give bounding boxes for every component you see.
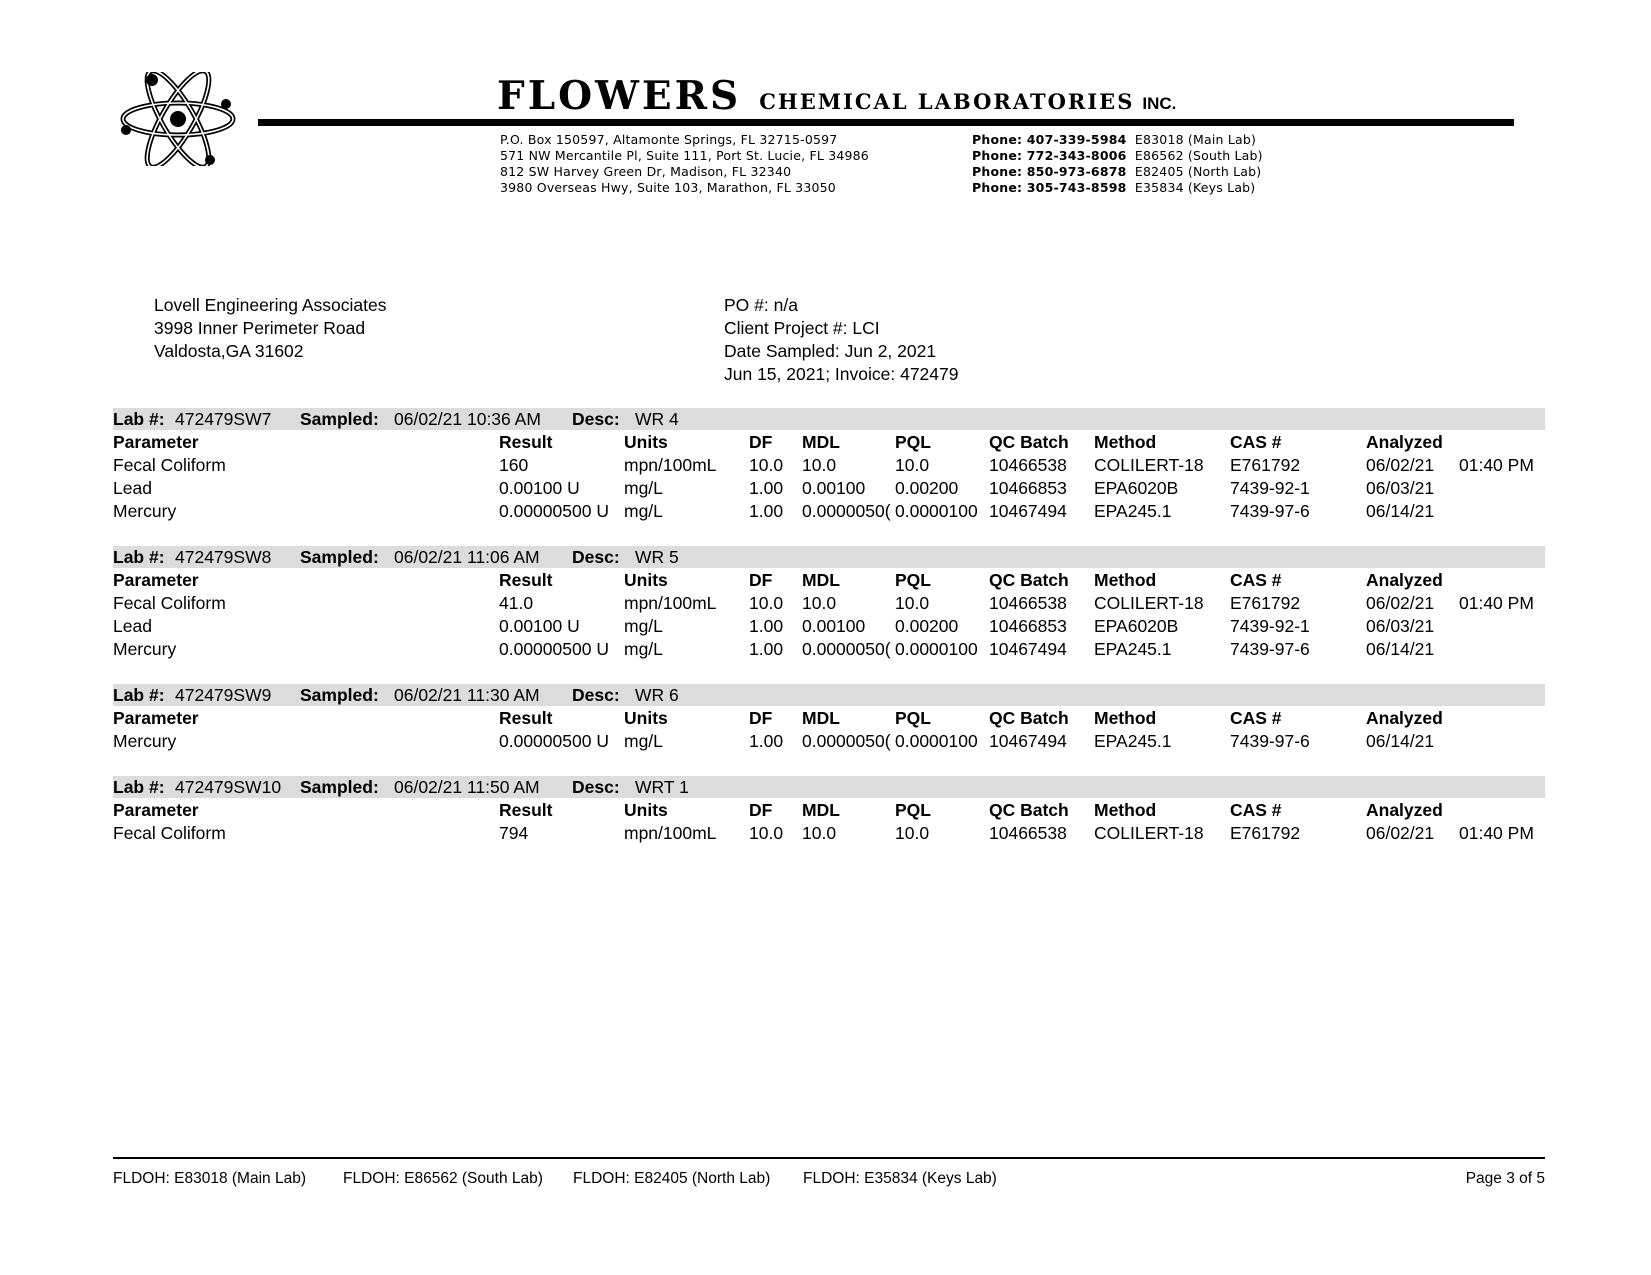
col-cas: CAS # <box>1230 570 1282 590</box>
col-cas: CAS # <box>1230 800 1282 820</box>
df-cell: 10.0 <box>749 455 784 475</box>
units-cell: mpn/100mL <box>624 455 717 475</box>
header-rule <box>258 119 1514 126</box>
analyzed-date-cell: 06/14/21 <box>1366 501 1435 521</box>
desc-label: Desc: <box>572 685 620 705</box>
date-sampled: Date Sampled: Jun 2, 2021 <box>724 341 937 361</box>
result-cell: 0.00000500 U <box>499 501 609 521</box>
method-cell: EPA6020B <box>1094 478 1179 498</box>
project-info-block <box>724 294 959 386</box>
lab-label: Lab #: <box>113 409 165 429</box>
col-df: DF <box>749 432 773 452</box>
footer-rule <box>113 1157 1545 1159</box>
pql-cell: 0.0000100 <box>895 731 978 751</box>
parameter-cell: Mercury <box>113 731 177 751</box>
table-row <box>113 614 1545 637</box>
sample-header-bar <box>113 776 1545 798</box>
col-result: Result <box>499 432 553 452</box>
analyzed-date-cell: 06/14/21 <box>1366 731 1435 751</box>
sampled-value: 06/02/21 11:30 AM <box>394 685 540 705</box>
phone-lab: E86562 (South Lab) <box>1134 148 1263 163</box>
method-cell: EPA6020B <box>1094 616 1179 636</box>
analyzed-time-cell: 01:40 PM <box>1459 455 1534 475</box>
table-row <box>113 729 1545 752</box>
sampled-value: 06/02/21 11:50 AM <box>394 777 540 797</box>
method-cell: COLILERT-18 <box>1094 593 1204 613</box>
analyzed-date-cell: 06/02/21 <box>1366 593 1435 613</box>
df-cell: 1.00 <box>749 478 784 498</box>
analyzed-time-cell: 01:40 PM <box>1459 593 1534 613</box>
mdl-cell: 0.0000050( <box>802 731 891 751</box>
result-cell: 41.0 <box>499 593 534 613</box>
analyzed-date-cell: 06/03/21 <box>1366 616 1435 636</box>
qc-batch-cell: 10466853 <box>989 616 1067 636</box>
cas-cell: E761792 <box>1230 455 1301 475</box>
pql-cell: 10.0 <box>895 455 930 475</box>
sampled-label: Sampled: <box>300 547 379 567</box>
table-row <box>113 499 1545 522</box>
phone-line <box>972 164 1263 180</box>
qc-batch-cell: 10466853 <box>989 478 1067 498</box>
phone-number: Phone: 850-973-6878 <box>972 164 1127 179</box>
cas-cell: 7439-92-1 <box>1230 478 1310 498</box>
footer-north-lab: FLDOH: E82405 (North Lab) <box>573 1170 771 1187</box>
qc-batch-cell: 10467494 <box>989 639 1067 659</box>
analyzed-date-cell: 06/14/21 <box>1366 639 1435 659</box>
parameter-cell: Lead <box>113 616 152 636</box>
qc-batch-cell: 10466538 <box>989 455 1067 475</box>
units-cell: mg/L <box>624 501 663 521</box>
df-cell: 1.00 <box>749 639 784 659</box>
footer-south-lab: FLDOH: E86562 (South Lab) <box>343 1170 543 1187</box>
desc-value: WRT 1 <box>635 777 689 797</box>
sampled-value: 06/02/21 10:36 AM <box>394 409 541 429</box>
col-mdl: MDL <box>802 708 840 728</box>
pql-cell: 10.0 <box>895 593 930 613</box>
df-cell: 1.00 <box>749 731 784 751</box>
col-analyzed: Analyzed <box>1366 570 1443 590</box>
pql-cell: 0.00200 <box>895 616 959 636</box>
parameter-cell: Mercury <box>113 639 177 659</box>
phone-number: Phone: 305-743-8598 <box>972 180 1127 195</box>
footer-keys-lab: FLDOH: E35834 (Keys Lab) <box>803 1170 997 1187</box>
col-method: Method <box>1094 800 1157 820</box>
lab-number: 472479SW10 <box>175 777 282 797</box>
df-cell: 1.00 <box>749 501 784 521</box>
mdl-cell: 0.0000050( <box>802 639 891 659</box>
lab-phones <box>972 132 1263 196</box>
result-cell: 0.00000500 U <box>499 731 609 751</box>
sample-header-bar <box>113 684 1545 706</box>
col-qc-batch: QC Batch <box>989 570 1069 590</box>
lab-label: Lab #: <box>113 777 165 797</box>
col-units: Units <box>624 800 668 820</box>
parameter-cell: Lead <box>113 478 152 498</box>
col-mdl: MDL <box>802 432 840 452</box>
desc-label: Desc: <box>572 409 620 429</box>
footer-main-lab: FLDOH: E83018 (Main Lab) <box>113 1170 306 1187</box>
col-cas: CAS # <box>1230 708 1282 728</box>
phone-lab: E83018 (Main Lab) <box>1134 132 1257 147</box>
phone-line <box>972 148 1263 164</box>
col-pql: PQL <box>895 800 931 820</box>
lab-label: Lab #: <box>113 685 165 705</box>
desc-label: Desc: <box>572 777 620 797</box>
sample-block <box>113 408 1545 522</box>
address-line: 3980 Overseas Hwy, Suite 103, Marathon, FL 33050 <box>500 180 836 195</box>
col-result: Result <box>499 800 553 820</box>
col-df: DF <box>749 570 773 590</box>
phone-line <box>972 132 1263 148</box>
desc-value: WR 5 <box>635 547 679 567</box>
units-cell: mg/L <box>624 478 663 498</box>
parameter-cell: Fecal Coliform <box>113 823 226 843</box>
col-qc-batch: QC Batch <box>989 708 1069 728</box>
col-analyzed: Analyzed <box>1366 432 1443 452</box>
result-cell: 160 <box>499 455 529 475</box>
brand-subtitle: CHEMICAL LABORATORIES <box>759 89 1135 114</box>
table-row <box>113 476 1545 499</box>
phone-lab: E35834 (Keys Lab) <box>1134 180 1256 195</box>
units-cell: mpn/100mL <box>624 593 717 613</box>
result-cell: 0.00000500 U <box>499 639 609 659</box>
sampled-label: Sampled: <box>300 685 379 705</box>
sample-block <box>113 776 1545 844</box>
table-row <box>113 591 1545 614</box>
col-units: Units <box>624 432 668 452</box>
address-line: 571 NW Mercantile Pl, Suite 111, Port St. Lucie, FL 34986 <box>500 148 869 163</box>
pql-cell: 0.0000100 <box>895 639 978 659</box>
cas-cell: E761792 <box>1230 593 1301 613</box>
phone-number: Phone: 407-339-5984 <box>972 132 1127 147</box>
table-row <box>113 637 1545 660</box>
parameter-cell: Fecal Coliform <box>113 593 226 613</box>
pql-cell: 0.00200 <box>895 478 959 498</box>
col-df: DF <box>749 800 773 820</box>
brand-inc: INC. <box>1142 94 1177 113</box>
pql-cell: 10.0 <box>895 823 930 843</box>
col-analyzed: Analyzed <box>1366 800 1443 820</box>
qc-batch-cell: 10466538 <box>989 593 1067 613</box>
client-project: Client Project #: LCI <box>724 318 880 338</box>
col-cas: CAS # <box>1230 432 1282 452</box>
sample-block <box>113 546 1545 660</box>
mdl-cell: 0.00100 <box>802 478 866 498</box>
lab-brand-title <box>497 73 1177 119</box>
mdl-cell: 0.0000050( <box>802 501 891 521</box>
col-qc-batch: QC Batch <box>989 432 1069 452</box>
desc-label: Desc: <box>572 547 620 567</box>
col-result: Result <box>499 708 553 728</box>
units-cell: mg/L <box>624 639 663 659</box>
col-units: Units <box>624 570 668 590</box>
cas-cell: E761792 <box>1230 823 1301 843</box>
col-qc-batch: QC Batch <box>989 800 1069 820</box>
method-cell: COLILERT-18 <box>1094 823 1204 843</box>
method-cell: EPA245.1 <box>1094 501 1172 521</box>
method-cell: EPA245.1 <box>1094 639 1172 659</box>
phone-lab: E82405 (North Lab) <box>1134 164 1262 179</box>
lab-addresses <box>500 132 869 196</box>
analyzed-date-cell: 06/03/21 <box>1366 478 1435 498</box>
cas-cell: 7439-97-6 <box>1230 639 1310 659</box>
pql-cell: 0.0000100 <box>895 501 978 521</box>
result-cell: 794 <box>499 823 529 843</box>
client-name: Lovell Engineering Associates <box>154 295 387 315</box>
df-cell: 10.0 <box>749 593 784 613</box>
atom-logo-icon <box>118 72 238 166</box>
client-address-block <box>154 294 387 363</box>
desc-value: WR 6 <box>635 685 679 705</box>
parameter-cell: Fecal Coliform <box>113 455 226 475</box>
col-parameter: Parameter <box>113 570 199 590</box>
mdl-cell: 0.00100 <box>802 616 866 636</box>
sample-block <box>113 684 1545 752</box>
table-row <box>113 821 1545 844</box>
lab-label: Lab #: <box>113 547 165 567</box>
column-header-row <box>113 706 1545 729</box>
analyzed-date-cell: 06/02/21 <box>1366 455 1435 475</box>
col-method: Method <box>1094 708 1157 728</box>
units-cell: mg/L <box>624 731 663 751</box>
col-method: Method <box>1094 570 1157 590</box>
sample-header-bar <box>113 546 1545 568</box>
column-header-row <box>113 568 1545 591</box>
col-mdl: MDL <box>802 570 840 590</box>
cas-cell: 7439-97-6 <box>1230 731 1310 751</box>
phone-line <box>972 180 1263 196</box>
sampled-value: 06/02/21 11:06 AM <box>394 547 540 567</box>
units-cell: mg/L <box>624 616 663 636</box>
brand-name: FLOWERS <box>497 73 742 119</box>
po-number: PO #: n/a <box>724 295 798 315</box>
client-city: Valdosta,GA 31602 <box>154 341 304 361</box>
sampled-label: Sampled: <box>300 409 379 429</box>
parameter-cell: Mercury <box>113 501 177 521</box>
qc-batch-cell: 10467494 <box>989 501 1067 521</box>
lab-number: 472479SW9 <box>175 685 272 705</box>
col-pql: PQL <box>895 432 931 452</box>
col-units: Units <box>624 708 668 728</box>
units-cell: mpn/100mL <box>624 823 717 843</box>
address-line: 812 SW Harvey Green Dr, Madison, FL 32340 <box>500 164 792 179</box>
col-df: DF <box>749 708 773 728</box>
df-cell: 1.00 <box>749 616 784 636</box>
analyzed-time-cell: 01:40 PM <box>1459 823 1534 843</box>
page-number: Page 3 of 5 <box>1465 1170 1545 1187</box>
col-pql: PQL <box>895 708 931 728</box>
address-line: P.O. Box 150597, Altamonte Springs, FL 32715-0597 <box>500 132 838 147</box>
column-header-row <box>113 430 1545 453</box>
qc-batch-cell: 10467494 <box>989 731 1067 751</box>
desc-value: WR 4 <box>635 409 679 429</box>
result-cell: 0.00100 U <box>499 616 580 636</box>
method-cell: COLILERT-18 <box>1094 455 1204 475</box>
qc-batch-cell: 10466538 <box>989 823 1067 843</box>
sampled-label: Sampled: <box>300 777 379 797</box>
lab-number: 472479SW7 <box>175 409 272 429</box>
col-parameter: Parameter <box>113 800 199 820</box>
col-parameter: Parameter <box>113 708 199 728</box>
col-parameter: Parameter <box>113 432 199 452</box>
cas-cell: 7439-97-6 <box>1230 501 1310 521</box>
mdl-cell: 10.0 <box>802 455 837 475</box>
invoice-line: Jun 15, 2021; Invoice: 472479 <box>724 364 959 384</box>
col-mdl: MDL <box>802 800 840 820</box>
client-street: 3998 Inner Perimeter Road <box>154 318 366 338</box>
phone-number: Phone: 772-343-8006 <box>972 148 1127 163</box>
analyzed-date-cell: 06/02/21 <box>1366 823 1435 843</box>
method-cell: EPA245.1 <box>1094 731 1172 751</box>
mdl-cell: 10.0 <box>802 593 837 613</box>
sample-header-bar <box>113 408 1545 430</box>
col-pql: PQL <box>895 570 931 590</box>
lab-number: 472479SW8 <box>175 547 272 567</box>
column-header-row <box>113 798 1545 821</box>
col-method: Method <box>1094 432 1157 452</box>
col-result: Result <box>499 570 553 590</box>
col-analyzed: Analyzed <box>1366 708 1443 728</box>
table-row <box>113 453 1545 476</box>
cas-cell: 7439-92-1 <box>1230 616 1310 636</box>
mdl-cell: 10.0 <box>802 823 837 843</box>
df-cell: 10.0 <box>749 823 784 843</box>
result-cell: 0.00100 U <box>499 478 580 498</box>
